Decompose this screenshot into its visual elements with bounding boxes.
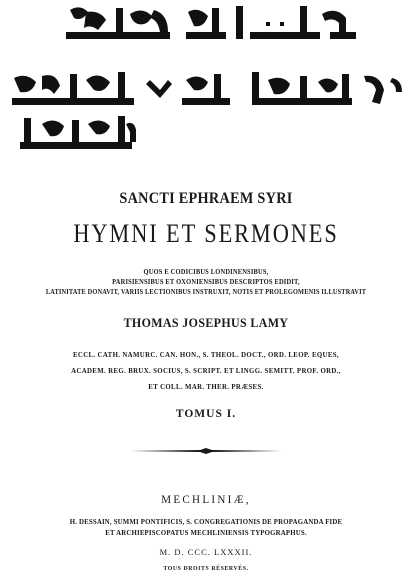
syriac-title-drawing	[0, 0, 412, 160]
description-line-1: QUOS E CODICIBUS LONDINENSIBUS,	[143, 268, 269, 276]
publication-year: M. D. CCC. LXXXII.	[159, 547, 253, 557]
syriac-title	[0, 0, 412, 160]
editor-titles-line-2: ACADEM. REG. BRUX. SOCIUS, S. SCRIPT. ET LINGG. SEMITT. PROF. ORD.,	[71, 366, 341, 375]
main-title: HYMNI ET SERMONES	[73, 219, 339, 248]
publisher-line-2: ET ARCHIEPISCOPATUS MECHLINIENSIS TYPOGRAPHUS.	[105, 528, 307, 537]
rights-notice: TOUS DROITS RÉSERVÉS.	[163, 566, 249, 572]
editor-name: THOMAS JOSEPHUS LAMY	[123, 315, 289, 330]
ornamental-rule	[130, 441, 282, 447]
editor-titles-line-3: ET COLL. MAR. THER. PRÆSES.	[148, 382, 264, 391]
author-line: SANCTI EPHRAEM SYRI	[119, 190, 293, 207]
publisher-line-1: H. DESSAIN, SUMMI PONTIFICIS, S. CONGREGATIONIS DE PROPAGANDA FIDE	[69, 517, 343, 526]
description-line-3: LATINITATE DONAVIT, VARIIS LECTIONIBUS INSTRUXIT, NOTIS ET PROLEGOMENIS ILLUSTRAVIT	[45, 288, 367, 296]
imprint-city: MECHLINIÆ,	[161, 492, 251, 506]
description-line-2: PARISIENSIBUS ET OXONIENSIBUS DESCRIPTOS EDIDIT,	[112, 278, 300, 286]
volume-label: TOMUS I.	[175, 408, 237, 420]
editor-titles-line-1: ECCL. CATH. NAMURC. CAN. HON., S. THEOL. DOCT., ORD. LEOP. EQUES,	[72, 350, 339, 359]
